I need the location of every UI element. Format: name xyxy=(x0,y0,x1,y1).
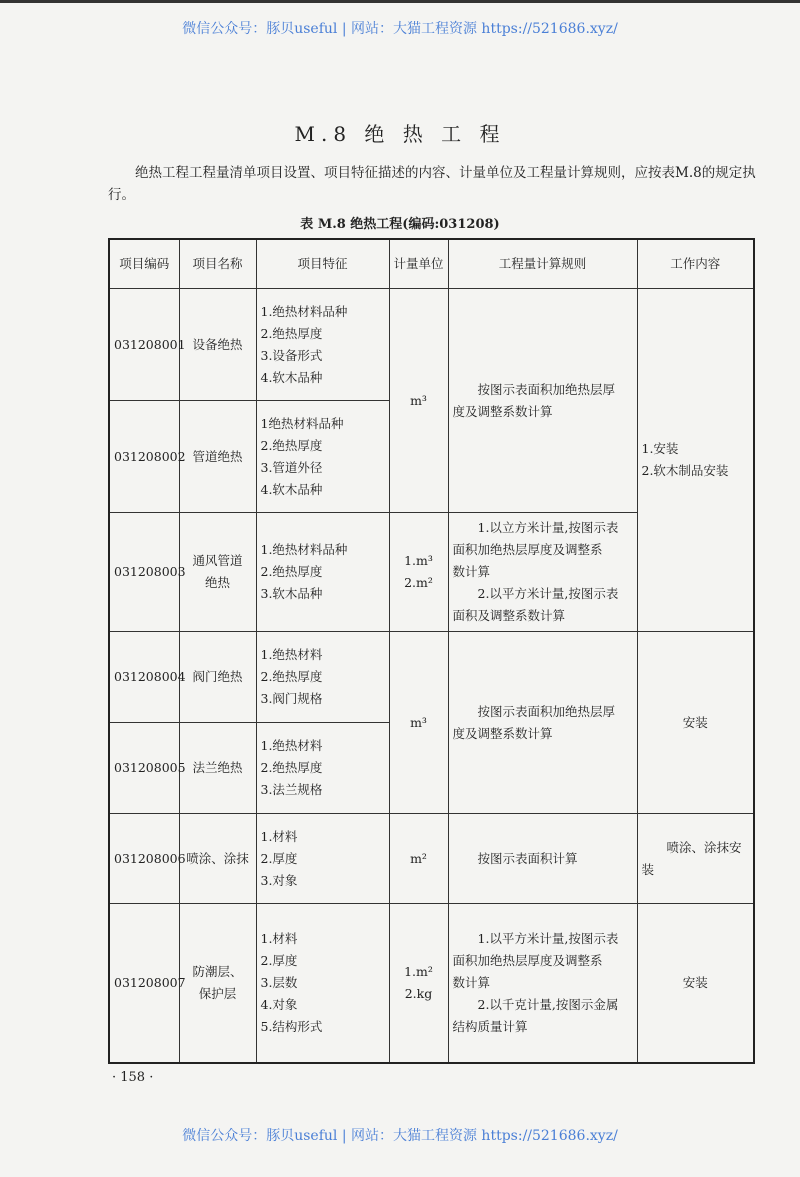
item-features xyxy=(256,513,389,632)
cell-text-line: 设备绝热 xyxy=(192,336,243,352)
cell-text-line: 2.绝热厚度 xyxy=(260,564,323,579)
cell-text-line: 2.软木制品安装 xyxy=(641,463,729,478)
cell-text-line: 4.软木品种 xyxy=(260,481,323,497)
item-features xyxy=(256,904,389,1063)
item-features xyxy=(256,401,389,513)
cell-text-line: 3.软木品种 xyxy=(260,586,323,601)
item-rule xyxy=(448,289,637,513)
cell-text-line: 度及调整系数计算 xyxy=(452,403,553,419)
cell-text-line: 1.绝热材料品种 xyxy=(260,303,348,319)
cell-text-line: 喷涂、涂抹安 xyxy=(666,839,742,855)
item-name xyxy=(179,632,256,723)
item-work: 安装 xyxy=(637,904,754,1063)
cell-text-line: 2.厚度 xyxy=(260,850,298,866)
table-row xyxy=(109,814,754,904)
item-code: 031208005 xyxy=(109,723,179,814)
cell-text-line: 3.阀门规格 xyxy=(260,691,323,706)
item-name xyxy=(179,513,256,632)
item-name xyxy=(179,723,256,814)
item-code: 031208002 xyxy=(109,401,179,513)
cell-text-line: 面积加绝热层厚度及调整系 xyxy=(452,952,603,968)
cell-text-line: 结构质量计算 xyxy=(452,1018,528,1034)
item-code: 031208004 xyxy=(109,632,179,723)
cell-text-line: 阀门绝热 xyxy=(192,669,243,684)
item-name xyxy=(179,814,256,904)
cell-text-line: 1.绝热材料品种 xyxy=(260,542,348,557)
item-unit: m³ xyxy=(389,289,448,513)
watermark-bottom: 微信公众号：豚贝useful | 网站：大猫工程资源 https://521686.xyz/ xyxy=(182,1128,618,1144)
cell-text-line: 2.以平方米计量,按图示表 xyxy=(477,586,619,601)
cell-text-line: 防潮层、 xyxy=(192,963,243,979)
table-row xyxy=(109,632,754,723)
item-work: 安装 xyxy=(637,632,754,814)
cell-text-line: 面积加绝热层厚度及调整系 xyxy=(452,542,603,557)
item-work xyxy=(637,289,754,632)
item-name xyxy=(179,904,256,1063)
cell-text-line: 1.绝热材料 xyxy=(260,738,323,753)
item-code: 031208003 xyxy=(109,513,179,632)
item-code: 031208007 xyxy=(109,904,179,1063)
item-rule xyxy=(448,513,637,632)
watermark-top: 微信公众号：豚贝useful | 网站：大猫工程资源 https://521686.xyz/ xyxy=(182,21,618,37)
cell-text-line: 2.绝热厚度 xyxy=(260,437,323,453)
item-rule xyxy=(448,904,637,1063)
item-work xyxy=(637,814,754,904)
item-unit xyxy=(389,904,448,1063)
cell-text-line: 1.m³ xyxy=(404,553,433,568)
cell-text-line: 数计算 xyxy=(452,974,491,990)
item-unit: m³ xyxy=(389,632,448,814)
cell-text-line: 管道绝热 xyxy=(192,448,243,464)
cell-text-line: 绝热 xyxy=(204,575,230,590)
page-number: · 158 · xyxy=(112,1070,154,1085)
cell-text-line: 1.m² xyxy=(404,963,433,979)
cell-text-line: 4.软木品种 xyxy=(260,369,323,385)
cell-text-line: 1.以立方米计量,按图示表 xyxy=(477,520,619,535)
table-row xyxy=(109,289,754,401)
cell-text-line: 数计算 xyxy=(452,564,491,579)
cell-text-line: 2.kg xyxy=(404,985,433,1001)
item-features xyxy=(256,289,389,401)
cell-text-line: 3.管道外径 xyxy=(260,459,323,475)
cell-text-line: 2.以千克计量,按图示金属 xyxy=(477,996,619,1012)
cell-text-line: 面积及调整系数计算 xyxy=(452,608,566,623)
cell-text-line: 装 xyxy=(641,861,655,877)
cell-text-line: 2.m² xyxy=(404,575,433,590)
cell-text-line: 1绝热材料品种 xyxy=(260,415,344,431)
cell-text-line: 1.材料 xyxy=(260,828,298,844)
cell-text-line: 5.结构形式 xyxy=(260,1018,323,1034)
item-code: 031208006 xyxy=(109,814,179,904)
cell-text-line: 通风管道 xyxy=(192,553,243,568)
item-rule: 按图示表面积计算 xyxy=(448,814,637,904)
table-row xyxy=(109,904,754,1063)
cell-text-line: 2.绝热厚度 xyxy=(260,669,323,684)
cell-text-line: 4.对象 xyxy=(260,996,298,1012)
cell-text-line: 3.对象 xyxy=(260,872,298,888)
header-work: 工作内容 xyxy=(637,239,754,289)
cell-text-line: 保护层 xyxy=(198,985,237,1001)
item-name xyxy=(179,289,256,401)
item-features xyxy=(256,814,389,904)
cell-text-line: 2.绝热厚度 xyxy=(260,325,323,341)
cell-text-line: 法兰绝热 xyxy=(192,760,243,775)
item-unit: m² xyxy=(389,814,448,904)
cell-text-line: 3.法兰规格 xyxy=(260,782,323,797)
scan-edge xyxy=(0,0,800,3)
cell-text-line: 2.厚度 xyxy=(260,952,298,968)
cell-text-line: 1.安装 xyxy=(641,441,679,456)
header-features: 项目特征 xyxy=(256,239,389,289)
cell-text-line: 1.绝热材料 xyxy=(260,647,323,662)
cell-text-line: 按图示表面积加绝热层厚 xyxy=(477,703,616,719)
header-rule: 工程量计算规则 xyxy=(448,239,637,289)
item-features xyxy=(256,632,389,723)
cell-text-line: 3.设备形式 xyxy=(260,347,323,363)
item-name xyxy=(179,401,256,513)
cell-text-line: 3.层数 xyxy=(260,974,298,990)
header-code: 项目编码 xyxy=(109,239,179,289)
section-title: M.8 绝 热 工 程 xyxy=(294,122,506,146)
intro-paragraph: 绝热工程工程量清单项目设置、项目特征描述的内容、计量单位及工程量计算规则，应按表M.8的规定执行。 xyxy=(108,165,756,203)
cell-text-line: 喷涂、涂抹 xyxy=(186,850,249,866)
cell-text-line: 1.以平方米计量,按图示表 xyxy=(477,930,619,946)
table-header-row xyxy=(109,239,754,289)
header-name: 项目名称 xyxy=(179,239,256,289)
cell-text-line: 1.材料 xyxy=(260,930,298,946)
cell-text-line: 2.绝热厚度 xyxy=(260,760,323,775)
insulation-table xyxy=(108,238,755,1064)
cell-text-line: 按图示表面积加绝热层厚 xyxy=(477,381,616,397)
cell-text-line: 度及调整系数计算 xyxy=(452,725,553,741)
header-unit: 计量单位 xyxy=(389,239,448,289)
item-features xyxy=(256,723,389,814)
table-caption: 表 M.8 绝热工程(编码:031208) xyxy=(300,217,500,232)
item-unit xyxy=(389,513,448,632)
item-rule xyxy=(448,632,637,814)
item-code: 031208001 xyxy=(109,289,179,401)
